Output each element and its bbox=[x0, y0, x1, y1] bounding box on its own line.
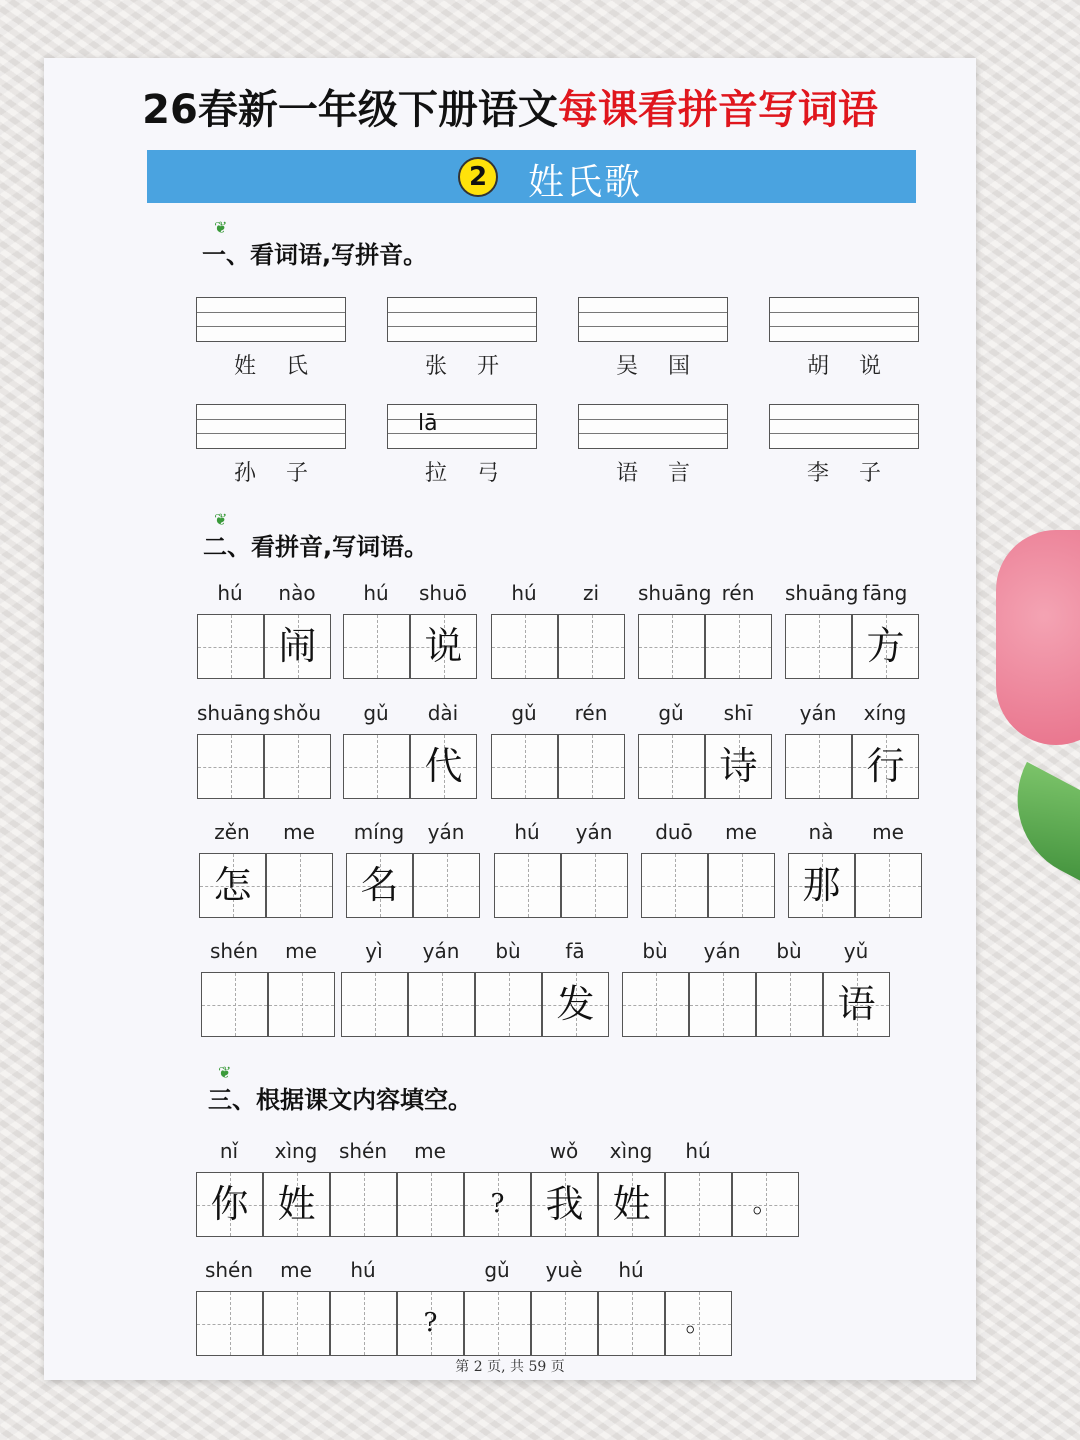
writing-cell[interactable] bbox=[330, 1291, 397, 1356]
section1-heading: 一、看词语,写拼音。 bbox=[202, 241, 428, 269]
vocab-word: 拉弓 bbox=[424, 461, 529, 486]
pinyin-writing-box[interactable] bbox=[578, 297, 728, 342]
writing-cell[interactable] bbox=[756, 972, 823, 1037]
writing-cell[interactable] bbox=[705, 734, 772, 799]
given-character: 诗 bbox=[719, 744, 758, 788]
pinyin-label: me bbox=[285, 939, 317, 963]
writing-cell[interactable] bbox=[263, 1291, 330, 1356]
given-character: 那 bbox=[802, 863, 841, 907]
sprout-icon: ❦ bbox=[218, 1063, 232, 1082]
sprout-icon: ❦ bbox=[214, 218, 228, 237]
vocab-word: 李子 bbox=[806, 461, 911, 486]
pinyin-label: rén bbox=[721, 581, 755, 605]
writing-cell[interactable] bbox=[598, 1172, 665, 1237]
pinyin-label: shuāng bbox=[197, 701, 271, 725]
pinyin-label: hú bbox=[511, 581, 537, 605]
given-character: 语 bbox=[837, 982, 876, 1026]
pinyin-label: shuāng bbox=[638, 581, 712, 605]
writing-cell[interactable] bbox=[397, 1172, 464, 1237]
pinyin-writing-box[interactable] bbox=[769, 404, 919, 449]
given-character: 你 bbox=[210, 1182, 249, 1226]
writing-cell[interactable] bbox=[343, 614, 410, 679]
pinyin-label: hú bbox=[217, 581, 243, 605]
writing-cell[interactable] bbox=[852, 614, 919, 679]
vocab-word: 姓氏 bbox=[233, 354, 338, 379]
writing-cell[interactable] bbox=[408, 972, 475, 1037]
page-title bbox=[44, 78, 976, 135]
given-character: 姓 bbox=[612, 1182, 651, 1226]
pinyin-label: yǔ bbox=[843, 939, 869, 963]
writing-cell[interactable] bbox=[823, 972, 890, 1037]
given-character: 行 bbox=[866, 744, 905, 788]
pinyin-label: me bbox=[872, 820, 904, 844]
pinyin-label: míng bbox=[353, 820, 405, 844]
given-character: 我 bbox=[545, 1182, 584, 1226]
writing-cell[interactable] bbox=[689, 972, 756, 1037]
writing-cell[interactable] bbox=[266, 853, 333, 918]
writing-cell[interactable] bbox=[638, 734, 705, 799]
writing-cell[interactable] bbox=[475, 972, 542, 1037]
writing-cell[interactable] bbox=[343, 734, 410, 799]
given-character: 方 bbox=[866, 624, 905, 668]
writing-cell[interactable] bbox=[491, 614, 558, 679]
pinyin-label: shén bbox=[204, 1258, 254, 1282]
given-character: 姓 bbox=[277, 1182, 316, 1226]
writing-cell[interactable] bbox=[622, 972, 689, 1037]
given-character: 发 bbox=[556, 982, 595, 1026]
vocab-word: 孙子 bbox=[233, 461, 338, 486]
pinyin-label: me bbox=[725, 820, 757, 844]
pinyin-label: hú bbox=[363, 581, 389, 605]
pinyin-label: gǔ bbox=[511, 701, 537, 725]
writing-cell[interactable] bbox=[638, 614, 705, 679]
writing-cell[interactable] bbox=[491, 734, 558, 799]
writing-cell[interactable] bbox=[346, 853, 413, 918]
sprout-icon: ❦ bbox=[214, 510, 228, 529]
pinyin-answer: lā bbox=[418, 411, 438, 436]
pinyin-label: duō bbox=[655, 820, 693, 844]
writing-cell[interactable] bbox=[785, 734, 852, 799]
writing-cell[interactable] bbox=[542, 972, 609, 1037]
writing-cell[interactable] bbox=[410, 614, 477, 679]
given-character: 名 bbox=[360, 863, 399, 907]
writing-cell[interactable] bbox=[197, 734, 264, 799]
pinyin-label: yán bbox=[703, 939, 741, 963]
writing-cell[interactable] bbox=[665, 1172, 732, 1237]
pinyin-label: shī bbox=[723, 701, 753, 725]
pinyin-label: xíng bbox=[863, 701, 907, 725]
section2-heading: 二、看拼音,写词语。 bbox=[203, 533, 429, 561]
pinyin-label: yì bbox=[365, 939, 383, 963]
pinyin-label: yán bbox=[799, 701, 837, 725]
given-character: 怎 bbox=[213, 863, 252, 907]
pinyin-writing-box[interactable] bbox=[578, 404, 728, 449]
title-red: 每课看拼音写词语 bbox=[557, 87, 878, 133]
pinyin-label: fā bbox=[565, 939, 585, 963]
punctuation-mark: ? bbox=[423, 1308, 438, 1338]
pinyin-label: yán bbox=[575, 820, 613, 844]
pinyin-label: yán bbox=[427, 820, 465, 844]
pinyin-label: shén bbox=[209, 939, 259, 963]
pinyin-label: me bbox=[280, 1258, 312, 1282]
section3-heading: 三、根据课文内容填空。 bbox=[208, 1086, 472, 1114]
writing-cell[interactable] bbox=[196, 1291, 263, 1356]
writing-cell[interactable] bbox=[855, 853, 922, 918]
writing-cell[interactable] bbox=[852, 734, 919, 799]
pinyin-label: nǐ bbox=[219, 1139, 239, 1163]
pinyin-label: hú bbox=[618, 1258, 644, 1282]
writing-cell[interactable] bbox=[561, 853, 628, 918]
writing-cell[interactable] bbox=[464, 1172, 531, 1237]
pinyin-label: nào bbox=[278, 581, 316, 605]
writing-cell[interactable] bbox=[558, 614, 625, 679]
pinyin-label: yán bbox=[422, 939, 460, 963]
pinyin-label: yuè bbox=[545, 1258, 583, 1282]
writing-cell[interactable] bbox=[268, 972, 335, 1037]
writing-cell[interactable] bbox=[641, 853, 708, 918]
pinyin-label: bù bbox=[642, 939, 668, 963]
lesson-number-badge: 2 bbox=[458, 157, 498, 197]
pinyin-label: shǒu bbox=[272, 701, 321, 725]
writing-cell[interactable] bbox=[199, 853, 266, 918]
punctuation-mark: 。 bbox=[685, 1308, 712, 1338]
pinyin-writing-box[interactable] bbox=[196, 297, 346, 342]
pinyin-writing-box[interactable] bbox=[196, 404, 346, 449]
writing-cell[interactable] bbox=[788, 853, 855, 918]
pinyin-label: gǔ bbox=[484, 1258, 510, 1282]
pinyin-label: hú bbox=[514, 820, 540, 844]
writing-cell[interactable] bbox=[264, 614, 331, 679]
writing-cell[interactable] bbox=[196, 1172, 263, 1237]
writing-cell[interactable] bbox=[264, 734, 331, 799]
pinyin-label: hú bbox=[350, 1258, 376, 1282]
given-character: 闹 bbox=[278, 624, 317, 668]
pinyin-label: gǔ bbox=[363, 701, 389, 725]
pinyin-label: fāng bbox=[862, 581, 908, 605]
given-character: 代 bbox=[424, 744, 463, 788]
tulip-flower bbox=[996, 530, 1080, 745]
writing-cell[interactable] bbox=[705, 614, 772, 679]
page-footer: 第 2 页, 共 59 页 bbox=[455, 1359, 565, 1375]
pinyin-writing-box[interactable] bbox=[387, 297, 537, 342]
writing-cell[interactable] bbox=[531, 1291, 598, 1356]
writing-cell[interactable] bbox=[330, 1172, 397, 1237]
pinyin-label: shuāng bbox=[785, 581, 859, 605]
vocab-word: 吴国 bbox=[615, 354, 720, 379]
tulip-leaf bbox=[989, 762, 1080, 898]
pinyin-label: nà bbox=[808, 820, 834, 844]
pinyin-label: gǔ bbox=[658, 701, 684, 725]
pinyin-writing-box[interactable] bbox=[387, 404, 537, 449]
writing-cell[interactable] bbox=[558, 734, 625, 799]
pinyin-label: hú bbox=[685, 1139, 711, 1163]
pinyin-label: bù bbox=[776, 939, 802, 963]
pinyin-label: xìng bbox=[274, 1139, 318, 1163]
writing-cell[interactable] bbox=[708, 853, 775, 918]
punctuation-mark: ? bbox=[490, 1189, 505, 1219]
pinyin-label: zěn bbox=[214, 820, 250, 844]
writing-cell[interactable] bbox=[413, 853, 480, 918]
given-character: 说 bbox=[424, 624, 463, 668]
punctuation-mark: 。 bbox=[752, 1189, 779, 1219]
writing-cell[interactable] bbox=[201, 972, 268, 1037]
writing-cell[interactable] bbox=[665, 1291, 732, 1356]
writing-cell[interactable] bbox=[531, 1172, 598, 1237]
vocab-word: 张开 bbox=[424, 354, 529, 379]
pinyin-label: bù bbox=[495, 939, 521, 963]
pinyin-label: shuō bbox=[418, 581, 467, 605]
writing-cell[interactable] bbox=[785, 614, 852, 679]
pinyin-label: me bbox=[414, 1139, 446, 1163]
pinyin-label: shén bbox=[338, 1139, 388, 1163]
vocab-word: 胡说 bbox=[806, 354, 911, 379]
writing-cell[interactable] bbox=[732, 1172, 799, 1237]
lesson-title: 姓氏歌 bbox=[528, 162, 643, 203]
writing-cell[interactable] bbox=[410, 734, 477, 799]
pinyin-label: xìng bbox=[609, 1139, 653, 1163]
writing-cell[interactable] bbox=[197, 614, 264, 679]
writing-cell[interactable] bbox=[598, 1291, 665, 1356]
pinyin-label: zi bbox=[582, 581, 600, 605]
title-black: 26春新一年级下册语文 bbox=[142, 87, 558, 133]
pinyin-label: rén bbox=[574, 701, 608, 725]
pinyin-label: wǒ bbox=[549, 1139, 579, 1163]
writing-cell[interactable] bbox=[494, 853, 561, 918]
writing-cell[interactable] bbox=[397, 1291, 464, 1356]
pinyin-label: dài bbox=[427, 701, 459, 725]
vocab-word: 语言 bbox=[615, 461, 720, 486]
pinyin-label: me bbox=[283, 820, 315, 844]
writing-cell[interactable] bbox=[341, 972, 408, 1037]
writing-cell[interactable] bbox=[263, 1172, 330, 1237]
writing-cell[interactable] bbox=[464, 1291, 531, 1356]
pinyin-writing-box[interactable] bbox=[769, 297, 919, 342]
